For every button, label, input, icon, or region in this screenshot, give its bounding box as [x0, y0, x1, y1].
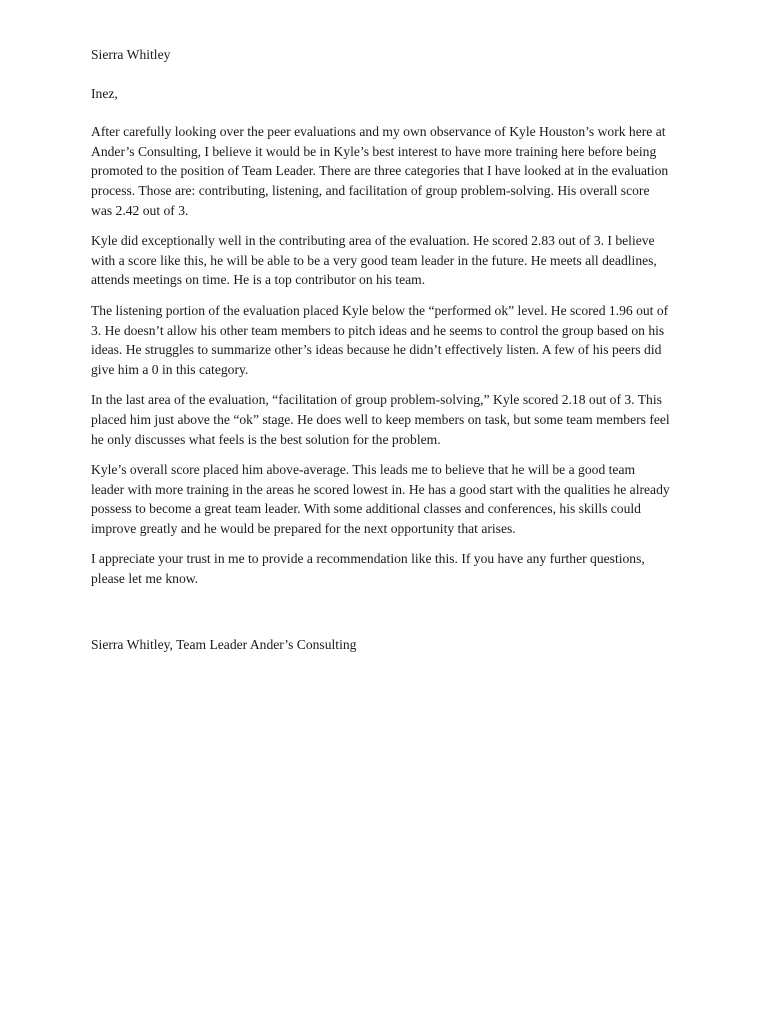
paragraph-facilitation: In the last area of the evaluation, “facilitation of group problem-solving,” Kyle scored 2.18 out of 3. This placed him just above the “ok” stage. He does well to keep members on task, but some team members feel he only discusses what feels is the best solution for the problem. — [91, 392, 670, 447]
paragraph-closing: I appreciate your trust in me to provide a recommendation like this. If you have any further questions, please let me know. — [91, 551, 645, 587]
paragraph-contributing: Kyle did exceptionally well in the contributing area of the evaluation. He scored 2.83 out of 3. I believe with a score like this, he will be able to be a very good team leader in the future. He meets all deadlines, attends meetings on time. He is a top contributor on his team. — [91, 233, 657, 288]
letter-body — [91, 45, 671, 654]
paragraph-overall: Kyle’s overall score placed him above-average. This leads me to believe that he will be a good team leader with more training in the areas he scored lowest in. He has a good start with the qualities he already possess to become a great team leader. With some additional classes and conferences, his skills could improve greatly and he would be prepared for the next opportunity that arises. — [91, 462, 670, 536]
paragraph-listening: The listening portion of the evaluation placed Kyle below the “performed ok” level. He scored 1.96 out of 3. He doesn’t allow his other team members to pitch ideas and he seems to control the group based on his ideas. He struggles to summarize other’s ideas because he didn’t effectively listen. A few of his peers did give him a 0 in this category. — [91, 302, 669, 377]
paragraph-introduction: After carefully looking over the peer evaluations and my own observance of Kyle Houston’s work here at Ander’s Consulting, I believe it would be in Kyle’s best interest to have more training here before being promoted to the position of Team Leader. There are three categories that I have looked at in the evaluation process. Those are: contributing, listening, and facilitation of group problem-solving. His overall score was 2.42 out of 3. — [91, 124, 669, 218]
signature-line: Sierra Whitley, Team Leader Ander’s Consulting — [91, 636, 357, 652]
salutation: Inez, — [91, 85, 118, 101]
sender-name: Sierra Whitley — [91, 47, 171, 62]
